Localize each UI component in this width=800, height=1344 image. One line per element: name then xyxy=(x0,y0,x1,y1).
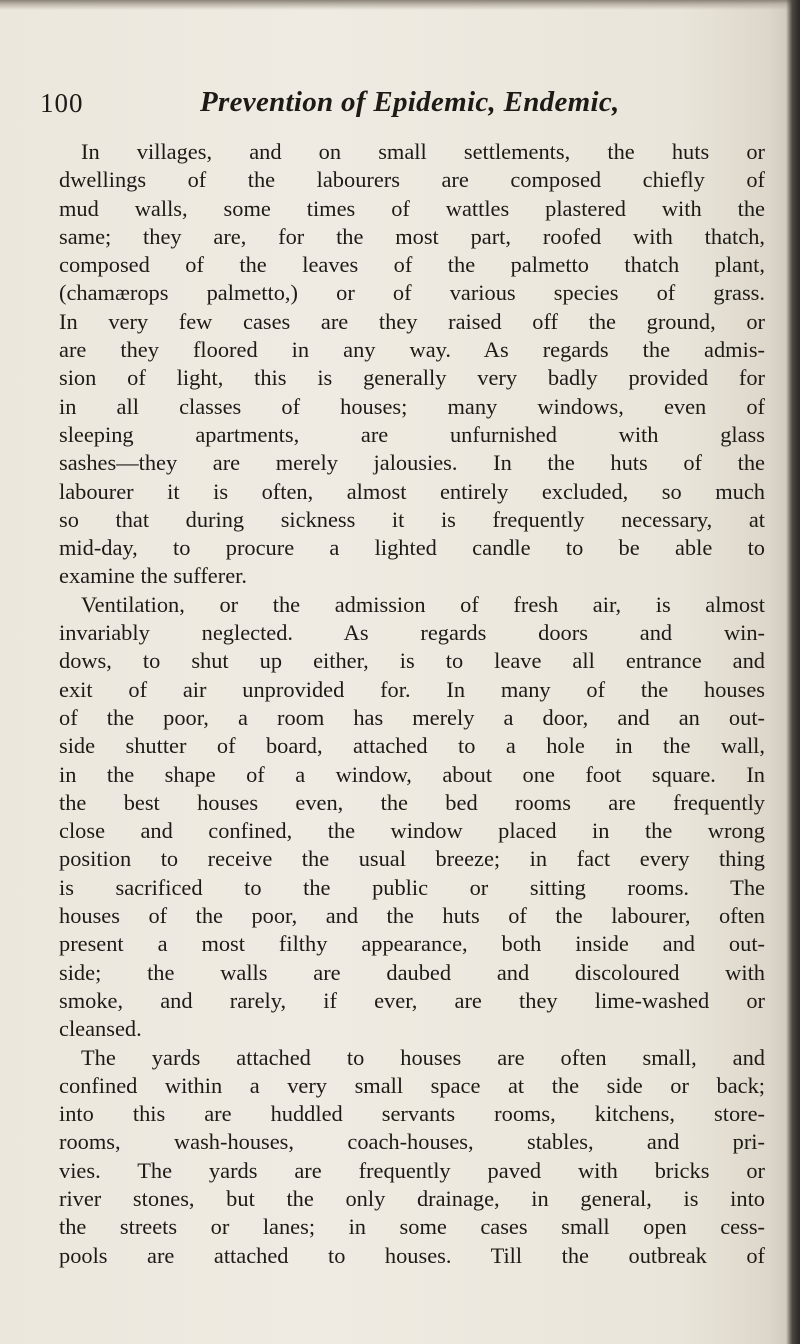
body-text xyxy=(59,138,765,1270)
text-line: mud walls, some times of wattles plastered with the xyxy=(59,195,765,221)
text-line: mid-day, to procure a lighted candle to be able to xyxy=(59,535,765,561)
text-line: sion of light, this is generally very badly provided for xyxy=(59,365,765,391)
text-line: sashes—they are merely jalousies. In the huts of the xyxy=(59,450,765,476)
page-header xyxy=(40,86,760,130)
text-line: present a most filthy appearance, both inside and out- xyxy=(59,931,765,957)
text-line: In very few cases are they raised off the ground, or xyxy=(59,308,765,334)
page-number: 100 xyxy=(40,88,84,118)
text-line: Ventilation, or the admission of fresh air, is almost xyxy=(81,591,765,617)
text-line: dows, to shut up either, is to leave all entrance and xyxy=(59,648,765,674)
text-line: close and confined, the window placed in the wrong xyxy=(59,818,765,844)
text-line: composed of the leaves of the palmetto thatch plant, xyxy=(59,252,765,278)
text-line: invariably neglected. As regards doors and win- xyxy=(59,620,765,646)
text-line: examine the sufferer. xyxy=(59,563,247,589)
text-line: side; the walls are daubed and discoloured with xyxy=(59,959,765,985)
text-line: sleeping apartments, are unfurnished with glass xyxy=(59,421,765,447)
text-line: in the shape of a window, about one foot square. In xyxy=(59,761,765,787)
text-line: houses of the poor, and the huts of the labourer, often xyxy=(59,903,765,929)
text-line: position to receive the usual breeze; in fact every thing xyxy=(59,846,765,872)
text-line: pools are attached to houses. Till the outbreak of xyxy=(59,1242,765,1268)
running-head: Prevention of Epidemic, Endemic, xyxy=(200,86,620,118)
text-line: the best houses even, the bed rooms are frequently xyxy=(59,789,765,815)
text-line: cleansed. xyxy=(59,1016,142,1042)
text-line: confined within a very small space at the side or back; xyxy=(59,1072,765,1098)
text-line: exit of air unprovided for. In many of the houses xyxy=(59,676,765,702)
text-line: into this are huddled servants rooms, kitchens, store- xyxy=(59,1101,765,1127)
page-gutter-shadow xyxy=(786,0,800,1344)
text-line: dwellings of the labourers are composed chiefly of xyxy=(59,167,765,193)
text-line: side shutter of board, attached to a hole in the wall, xyxy=(59,733,765,759)
text-line: in all classes of houses; many windows, even of xyxy=(59,393,765,419)
text-line: same; they are, for the most part, roofed with thatch, xyxy=(59,223,765,249)
text-line: rooms, wash-houses, coach-houses, stables, and pri- xyxy=(59,1129,765,1155)
text-line: The yards attached to houses are often small, and xyxy=(81,1044,765,1070)
text-line: vies. The yards are frequently paved with bricks or xyxy=(59,1157,765,1183)
text-line: is sacrificed to the public or sitting rooms. The xyxy=(59,874,765,900)
text-line: are they floored in any way. As regards the admis- xyxy=(59,337,765,363)
text-line: the streets or lanes; in some cases small open cess- xyxy=(59,1214,765,1240)
text-line: (chamærops palmetto,) or of various species of grass. xyxy=(59,280,765,306)
text-line: river stones, but the only drainage, in general, is into xyxy=(59,1185,765,1211)
text-line: of the poor, a room has merely a door, and an out- xyxy=(59,704,765,730)
text-line: labourer it is often, almost entirely excluded, so much xyxy=(59,478,765,504)
text-line: so that during sickness it is frequently necessary, at xyxy=(59,506,765,532)
text-line: In villages, and on small settlements, the huts or xyxy=(81,139,765,164)
page-top-edge xyxy=(0,0,800,10)
text-line: smoke, and rarely, if ever, are they lime-washed or xyxy=(59,987,765,1013)
